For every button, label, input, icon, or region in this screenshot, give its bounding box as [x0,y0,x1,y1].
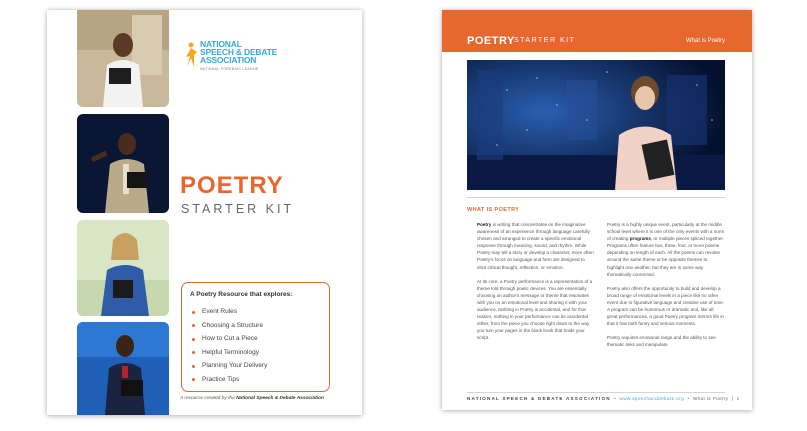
paragraph: At its core, a Poetry performance is a representation of a theme told through poetic devices. You are essentially choosing an author's message or theme that resonates with you on an emotional level and sharing it with your audience. Nothing in Poetry is accidental, and for that reason, nothing in your performance can be accidental either, from the piece you choose right down to the way you turn your pages in the black book that holds your script. [477,278,593,341]
student-photo-4 [77,322,169,415]
credit-prefix: A resource created by the [180,396,235,401]
header-section-label: What is Poetry [685,38,725,44]
resource-box [181,282,330,392]
programs-term: programs [629,236,651,242]
footer-url[interactable]: www.speechanddebate.org [619,396,685,401]
cover-title: POETRY [180,172,284,199]
resource-item: Event Rules [192,305,267,319]
cover-credit [180,396,324,401]
student-photo-2 [77,114,169,213]
resource-item: How to Cut a Piece [192,332,267,346]
cover-subtitle: STARTER KIT [181,202,295,216]
nsda-logo [182,40,302,74]
paragraph [607,221,725,278]
resource-item: Planning Your Delivery [192,359,267,373]
footer-org: NATIONAL SPEECH & DEBATE ASSOCIATION [467,396,611,401]
page-header [442,10,752,52]
page-footer: NATIONAL SPEECH & DEBATE ASSOCIATION • www.speechanddebate.org • What is Poetry | 1 [467,396,740,401]
header-subtitle: STARTER KIT [514,37,576,44]
paragraph-text: , or multiple pieces spliced together. Programs often feature two, three, four, or more poems depending on length of each. All the poems can revolve around the same theme or be opposite themes to highlight one another, but they are in some way thematically connected. [607,236,724,277]
text-column-left [477,221,595,349]
footer-separator: • [614,396,617,401]
paragraph: Poetry requires emotional range and the ability to see thematic links and manipulate [607,335,716,348]
credit-org: National Speech & Debate Association [236,396,324,401]
footer-divider [467,392,725,393]
resource-item: Choosing a Structure [192,319,267,333]
footer-section: What is Poetry [692,396,729,401]
text-column-right [607,221,725,356]
footer-page-number: 1 [736,396,740,401]
student-photo-3 [77,220,169,316]
resource-list [192,305,267,387]
section-heading: WHAT IS POETRY [467,207,520,213]
paragraph-text: Poetry is a highly unique event, particularly at the middle school level where it is one of the only events with a norm of creating [607,222,725,242]
divider [467,197,725,198]
hero-photo [467,60,725,190]
logo-tagline: NATIONAL FORENSIC LEAGUE [200,67,259,71]
resource-item: Helpful Terminology [192,346,267,360]
inner-page [442,10,752,410]
paragraph-text: is writing that concentrates on the imaginative awareness of an experience through language carefully chosen and arranged to create a specific emotional response through meaning, sound, and rhythm. While Poetry may tell a story or develop a character, more often Poetry's focus on language and form are designed to elicit critical thought, reflection, or emotion. [477,222,594,270]
resource-heading: A Poetry Resource that explores: [190,291,293,298]
paragraph: Poetry also offers the opportunity to build and develop a broad range of emotional levels in a piece like no other event due to figurative language and creative use of tone. A program can be humorous or dramatic and, like all great performances, a good Poetry program mirrors life in that it has both funny and serious moments. [607,285,724,327]
header-title: POETRY [467,35,515,47]
logo-wordmark: NATIONAL SPEECH & DEBATE ASSOCIATION [200,39,278,65]
resource-item: Practice Tips [192,373,267,387]
paragraph [477,221,595,271]
cover-page [47,10,362,415]
student-photo-1 [77,10,169,107]
poetry-term: Poetry [477,222,492,227]
logo-figure-icon [182,42,200,68]
footer-separator: • [687,396,690,401]
